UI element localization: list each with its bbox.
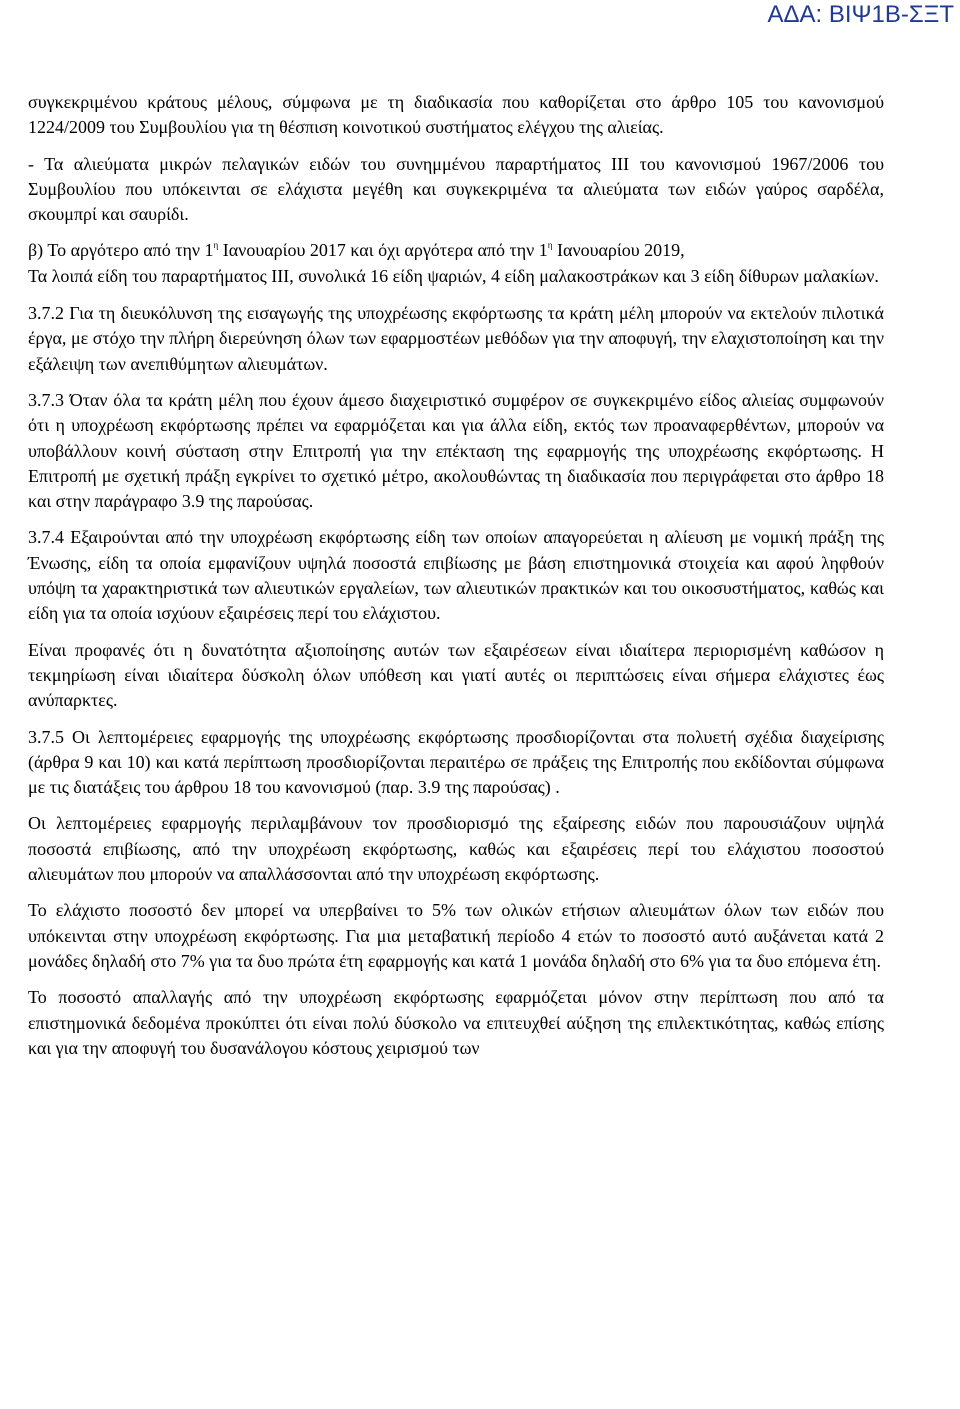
paragraph-3-7-5: 3.7.5 Οι λεπτομέρειες εφαρμογής της υποχρέωσης εκφόρτωσης προσδιορίζονται στα πολυετή σχέδια διαχείρισης (άρθρα 9 και 10) και κατά περίπτωση προσδιορίζονται περαιτέρω σε πράξεις της Επιτροπής που εκδίδονται σύμφωνα με τις διατάξεις του άρθρου 18 του κανονισμού (παρ. 3.9 της παρούσας) . [28, 726, 884, 798]
paragraph-minimum-percentage: Το ελάχιστο ποσοστό δεν μπορεί να υπερβαίνει το 5% των ολικών ετήσιων αλιευμάτων όλων των ειδών που υπόκεινται στην υποχρέωση εκφόρτωσης. Για μια μεταβατική περίοδο 4 ετών το ποσοστό αυτό αυξάνεται κατά 2 μονάδες δηλαδή στο 7% για τα δυο πρώτα έτη εφαρμογής και κατά 1 μονάδα δηλαδή στο 6% για τα δυο επόμενα έτη. [28, 900, 884, 971]
paragraph-3-7-2: 3.7.2 Για τη διευκόλυνση της εισαγωγής της υποχρέωσης εκφόρτωσης τα κράτη μέλη μπορούν να εκτελούν πιλοτικά έργα, με στόχο την πλήρη διερεύνηση όλων των εφαρμοστέων μεθόδων για την αποφυγή, την ελαχιστοποίηση και την εξάλειψη των ανεπιθύμητων αλιευμάτων. [28, 303, 884, 374]
paragraph-3-7-3: 3.7.3 Όταν όλα τα κράτη μέλη που έχουν άμεσο διαχειριστικό συμφέρον σε συγκεκριμένο είδος αλιείας συμφωνούν ότι η υποχρέωση εκφόρτωσης πρέπει να εφαρμόζεται και για άλλα είδη, εκτός των προαναφερθέντων, μπορούν να υποβάλλουν κοινή σύσταση στην Επιτροπή για την επέκταση της εφαρμογής της υποχρέωσης εκφόρτωσης. Η Επιτροπή με σχετική πράξη εγκρίνει το σχετικό μέτρο, ακολουθώντας τη διαδικασία που περιγράφεται στο άρθρο 18 και στην παράγραφο 3.9 της παρούσας. [28, 389, 884, 512]
paragraph-exceptions-comment: Είναι προφανές ότι η δυνατότητα αξιοποίησης αυτών των εξαιρέσεων είναι ιδιαίτερα περιορισμένη καθώσον η τεκμηρίωση είναι ιδιαίτερα δύσκολη όλων υπόθεση και γιατί αυτές οι περιπτώσεις είναι σήμερα ελάχιστες έως ανύπαρκτες. [28, 639, 884, 711]
paragraph-small-pelagic: - Τα αλιεύματα μικρών πελαγικών ειδών του συνημμένου παραρτήματος ΙΙΙ του κανονισμού 1967/2006 του Συμβουλίου που υπόκεινται σε ελάχιστα μεγέθη και συγκεκριμένα τα αλιεύματα των ειδών γαύρος σαρδέλα, σκουμπρί και σαυρίδι. [28, 153, 884, 225]
ordinal-superscript-2: η [547, 240, 553, 251]
paragraph-deadline-b [28, 238, 884, 263]
paragraph-implementation-details: Οι λεπτομέρειες εφαρμογής περιλαμβάνουν τον προσδιορισμό της εξαίρεσης ειδών που παρουσιάζουν υψηλά ποσοστά επιβίωσης, από την υποχρέωση εκφόρτωσης, καθώς και εξαιρέσεις περί του ελάχιστου ποσοστού αλιευμάτων που μπορούν να απαλλάσσονται από την υποχρέωση εκφόρτωσης. [28, 813, 884, 885]
deadline-text-1: β) Το αργότερο από την 1 [28, 240, 214, 261]
deadline-text-2: Ιανουαρίου 2017 και όχι αργότερα από την 1 [218, 240, 548, 261]
paragraph-continuation: συγκεκριμένου κράτους μέλους, σύμφωνα με τη διαδικασία που καθορίζεται στο άρθρο 105 του κανονισμού 1224/2009 του Συμβουλίου για τη θέσπιση κοινοτικού συστήματος ελέγχου της αλιείας. [28, 92, 884, 138]
paragraph-3-7-4: 3.7.4 Εξαιρούνται από την υποχρέωση εκφόρτωσης είδη των οποίων απαγορεύεται η αλίευση με νομική πράξη της Ένωσης, είδη τα οποία εμφανίζουν υψηλά ποσοστά επιβίωσης με βάση επιστημονικά στοιχεία και αφού ληφθούν υπόψη τα χαρακτηριστικά των αλιευτικών εργαλείων, των αλιευτικών πρακτικών και του οικοσυστήματος, καθώς και είδη για τα οποία ισχύουν εξαιρέσεις περί του ελάχιστου. [28, 527, 884, 624]
document-body [28, 90, 884, 1072]
ordinal-superscript-1: η [213, 240, 219, 251]
paragraph-exemption-rate: Το ποσοστό απαλλαγής από την υποχρέωση εκφόρτωσης εφαρμόζεται μόνον στην περίπτωση που από τα επιστημονικά δεδομένα προκύπτει ότι είναι πολύ δύσκολο να επιτευχθεί αύξηση της επιλεκτικότητας, καθώς επίσης και για την αποφυγή του δυσανάλογου κόστους χειρισμού των [28, 987, 884, 1058]
document-id-header: ΑΔΑ: ΒΙΨ1Β-ΣΞΤ [767, 1, 954, 28]
deadline-text-3: Ιανουαρίου 2019, [552, 240, 685, 261]
paragraph-other-species: Τα λοιπά είδη του παραρτήματος ΙΙΙ, συνολικά 16 είδη ψαριών, 4 είδη μαλακοστράκων και 3 είδη δίθυρων μαλακίων. [28, 265, 879, 286]
